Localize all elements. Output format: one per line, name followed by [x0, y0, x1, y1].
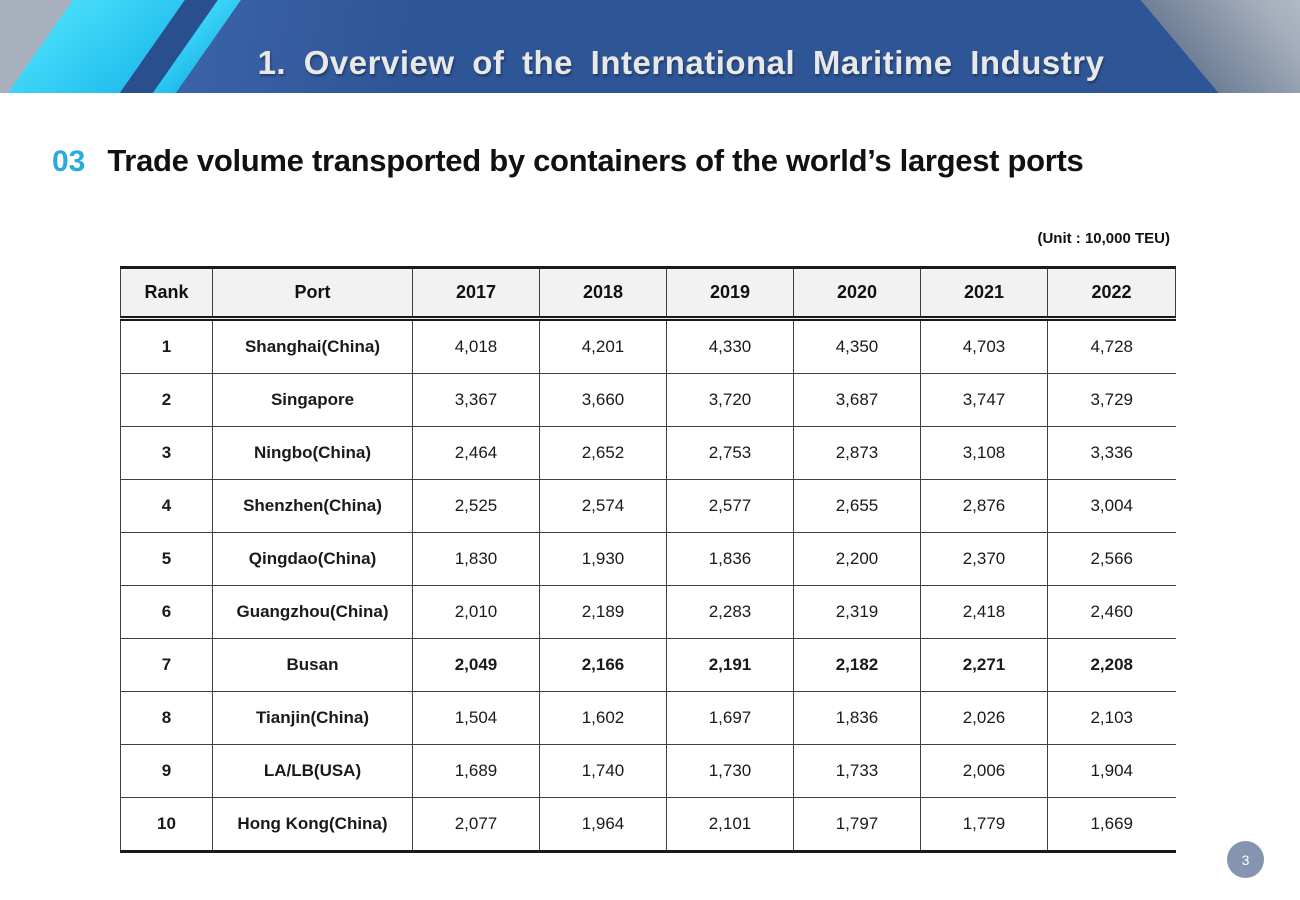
value-cell: 1,830: [413, 533, 540, 586]
value-cell: 2,577: [667, 480, 794, 533]
table-body: [121, 319, 1176, 852]
value-cell: 2,525: [413, 480, 540, 533]
value-cell: 2,200: [794, 533, 921, 586]
value-cell: 2,418: [921, 586, 1048, 639]
col-header-rank: Rank: [121, 268, 213, 319]
rank-cell: 3: [121, 427, 213, 480]
value-cell: 2,182: [794, 639, 921, 692]
value-cell: 2,010: [413, 586, 540, 639]
value-cell: 3,687: [794, 374, 921, 427]
value-cell: 3,729: [1048, 374, 1176, 427]
value-cell: 3,747: [921, 374, 1048, 427]
value-cell: 2,753: [667, 427, 794, 480]
value-cell: 1,669: [1048, 798, 1176, 852]
col-header-2020: 2020: [794, 268, 921, 319]
value-cell: 2,049: [413, 639, 540, 692]
col-header-2022: 2022: [1048, 268, 1176, 319]
value-cell: 4,703: [921, 319, 1048, 374]
value-cell: 3,004: [1048, 480, 1176, 533]
rank-cell: 6: [121, 586, 213, 639]
value-cell: 1,730: [667, 745, 794, 798]
table-row: [121, 427, 1176, 480]
value-cell: 1,733: [794, 745, 921, 798]
page-number: 3: [1241, 851, 1250, 868]
value-cell: 1,797: [794, 798, 921, 852]
table-row: [121, 533, 1176, 586]
col-header-2018: 2018: [540, 268, 667, 319]
value-cell: 2,189: [540, 586, 667, 639]
col-header-2017: 2017: [413, 268, 540, 319]
value-cell: 2,077: [413, 798, 540, 852]
rank-cell: 1: [121, 319, 213, 374]
value-cell: 3,108: [921, 427, 1048, 480]
value-cell: 2,166: [540, 639, 667, 692]
value-cell: 2,101: [667, 798, 794, 852]
rank-cell: 10: [121, 798, 213, 852]
value-cell: 1,964: [540, 798, 667, 852]
value-cell: 2,271: [921, 639, 1048, 692]
value-cell: 1,779: [921, 798, 1048, 852]
value-cell: 1,602: [540, 692, 667, 745]
col-header-port: Port: [213, 268, 413, 319]
table-row: [121, 319, 1176, 374]
value-cell: 4,728: [1048, 319, 1176, 374]
value-cell: 4,018: [413, 319, 540, 374]
port-cell: Shenzhen(China): [213, 480, 413, 533]
value-cell: 1,504: [413, 692, 540, 745]
table-row: [121, 639, 1176, 692]
rank-cell: 7: [121, 639, 213, 692]
port-cell: Guangzhou(China): [213, 586, 413, 639]
value-cell: 2,460: [1048, 586, 1176, 639]
value-cell: 2,566: [1048, 533, 1176, 586]
section-title: Trade volume transported by containers of the world’s largest ports: [107, 143, 1084, 178]
value-cell: 2,370: [921, 533, 1048, 586]
port-cell: Tianjin(China): [213, 692, 413, 745]
title-banner: [0, 0, 1300, 93]
value-cell: 1,697: [667, 692, 794, 745]
value-cell: 2,652: [540, 427, 667, 480]
port-cell: Singapore: [213, 374, 413, 427]
value-cell: 4,201: [540, 319, 667, 374]
section-number: 03: [52, 145, 86, 178]
value-cell: 2,026: [921, 692, 1048, 745]
port-cell: Qingdao(China): [213, 533, 413, 586]
value-cell: 2,283: [667, 586, 794, 639]
table-row: [121, 480, 1176, 533]
value-cell: 4,350: [794, 319, 921, 374]
port-cell: Busan: [213, 639, 413, 692]
value-cell: 3,367: [413, 374, 540, 427]
value-cell: 3,660: [540, 374, 667, 427]
value-cell: 1,930: [540, 533, 667, 586]
unit-label: (Unit : 10,000 TEU): [1037, 230, 1170, 247]
value-cell: 1,836: [794, 692, 921, 745]
value-cell: 2,191: [667, 639, 794, 692]
rank-cell: 9: [121, 745, 213, 798]
port-cell: Hong Kong(China): [213, 798, 413, 852]
col-header-2019: 2019: [667, 268, 794, 319]
value-cell: 2,103: [1048, 692, 1176, 745]
value-cell: 4,330: [667, 319, 794, 374]
table-row: [121, 586, 1176, 639]
value-cell: 2,464: [413, 427, 540, 480]
rank-cell: 5: [121, 533, 213, 586]
table-row: [121, 745, 1176, 798]
section-heading: [52, 143, 1260, 179]
value-cell: 2,574: [540, 480, 667, 533]
value-cell: 2,876: [921, 480, 1048, 533]
table-row: [121, 692, 1176, 745]
table-row: [121, 798, 1176, 852]
col-header-2021: 2021: [921, 268, 1048, 319]
value-cell: 2,873: [794, 427, 921, 480]
page-number-badge: [1227, 841, 1264, 878]
value-cell: 1,689: [413, 745, 540, 798]
value-cell: 1,740: [540, 745, 667, 798]
table-header: [121, 268, 1176, 319]
port-cell: LA/LB(USA): [213, 745, 413, 798]
banner-title: 1. Overview of the International Maritime Industry: [257, 44, 1105, 81]
value-cell: 3,720: [667, 374, 794, 427]
value-cell: 1,836: [667, 533, 794, 586]
rank-cell: 8: [121, 692, 213, 745]
value-cell: 1,904: [1048, 745, 1176, 798]
value-cell: 2,319: [794, 586, 921, 639]
value-cell: 2,006: [921, 745, 1048, 798]
port-cell: Ningbo(China): [213, 427, 413, 480]
value-cell: 2,208: [1048, 639, 1176, 692]
table-header-row: [121, 268, 1176, 319]
table-row: [121, 374, 1176, 427]
rank-cell: 2: [121, 374, 213, 427]
rank-cell: 4: [121, 480, 213, 533]
value-cell: 3,336: [1048, 427, 1176, 480]
value-cell: 2,655: [794, 480, 921, 533]
ports-table: [120, 266, 1176, 853]
port-cell: Shanghai(China): [213, 319, 413, 374]
